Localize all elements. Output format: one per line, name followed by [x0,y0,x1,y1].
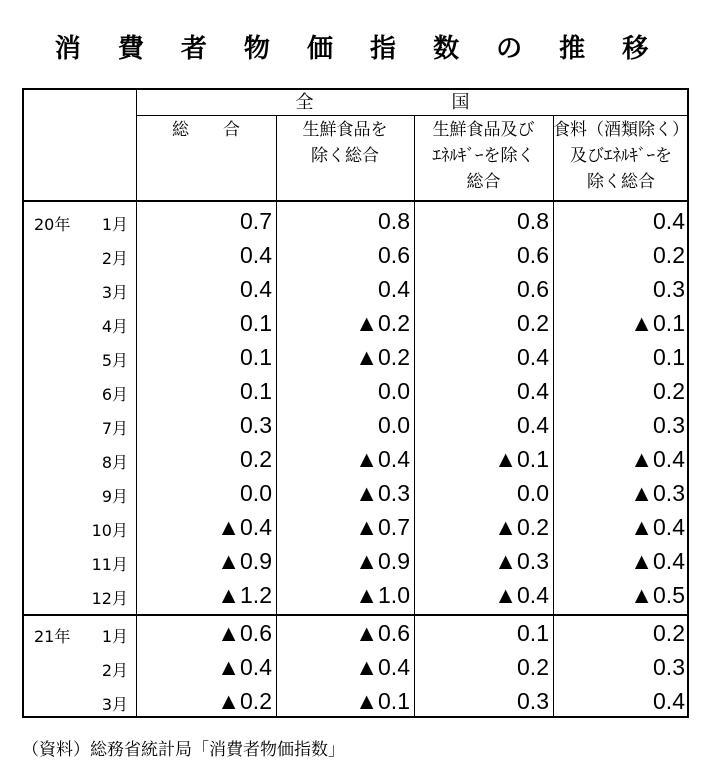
table-cell-value: ▲0.1 [494,446,549,472]
table-cell-value: 0.4 [517,378,549,404]
table-cell-value: ▲0.4 [355,654,410,680]
column-header-line: 総 合 [172,120,240,140]
table-cell-value: ▲0.4 [217,514,272,540]
table-cell-value: 0.0 [517,480,549,506]
table-cell-value: 0.2 [653,242,685,268]
table-cell-value: ▲0.2 [355,344,410,370]
column-header-line: ｴﾈﾙｷﾞｰを除く [432,146,535,166]
table-cell-value: 0.0 [240,480,272,506]
month-label: 1月 [101,215,128,234]
table-cell-value: ▲1.2 [217,582,272,608]
table-cell-value: 0.8 [517,208,549,234]
column-header [553,117,689,195]
table-cell-value: ▲0.3 [494,548,549,574]
table-cell-value: 0.4 [240,242,272,268]
table-cell-value: ▲1.0 [355,582,410,608]
table-cell-value: ▲0.4 [630,446,685,472]
column-header-line: 及びｴﾈﾙｷﾞｰを [570,146,672,166]
table-cell-value: 0.1 [517,620,549,646]
table-cell-value: 0.4 [240,276,272,302]
month-label: 7月 [101,419,128,438]
month-label: 5月 [101,351,128,370]
table-cell-value: ▲0.5 [630,582,685,608]
table-cell-value: ▲0.4 [355,446,410,472]
table-cell-value: 0.3 [653,412,685,438]
table-cell-value: ▲0.6 [355,620,410,646]
header-group-label: 全 国 [295,92,530,113]
column-header [414,117,553,195]
table-cell-value: 0.4 [653,208,685,234]
table-cell-value: 0.7 [240,208,272,234]
table-cell-value: 0.4 [517,412,549,438]
table-cell-value: 0.0 [378,412,410,438]
month-label: 2月 [101,661,128,680]
month-label: 6月 [101,385,128,404]
table-cell-value: 0.1 [240,344,272,370]
table-cell-value: 0.6 [378,242,410,268]
month-label: 3月 [101,283,128,302]
table-cell-value: ▲0.1 [630,310,685,336]
column-header-line: 生鮮食品を [302,120,388,140]
table-cell-value: 0.4 [517,344,549,370]
month-label: 11月 [91,555,128,574]
column-header [276,117,414,169]
year-divider-line [24,614,689,616]
month-label: 4月 [101,317,128,336]
column-header-line: 除く総合 [311,146,379,166]
table-cell-value: ▲0.4 [630,514,685,540]
month-label: 2月 [101,249,128,268]
table-cell-value: ▲0.4 [494,582,549,608]
table-cell-value: 0.8 [378,208,410,234]
table-cell-value: ▲0.2 [217,688,272,714]
table-cell-value: 0.3 [240,412,272,438]
table-cell-value: 0.1 [653,344,685,370]
column-header-line: 除く総合 [587,172,655,192]
table-cell-value: ▲0.2 [494,514,549,540]
table-cell-value: ▲0.9 [217,548,272,574]
column-header-line: 生鮮食品及び [432,120,535,140]
table-cell-value: 0.1 [240,310,272,336]
month-label: 10月 [91,521,128,540]
month-label: 8月 [101,453,128,472]
table-cell-value: 0.2 [653,620,685,646]
table-cell-value: ▲0.2 [355,310,410,336]
month-label: 3月 [101,695,128,714]
table-cell-value: ▲0.6 [217,620,272,646]
page-title: 消 費 者 物 価 指 数 の 推 移 [54,34,663,64]
table-cell-value: ▲0.1 [355,688,410,714]
table-cell-value: ▲0.4 [630,548,685,574]
header-bottom-line [24,200,689,202]
table-cell-value: 0.4 [653,688,685,714]
table-cell-value: ▲0.4 [217,654,272,680]
column-header [136,117,276,143]
table-cell-value: 0.2 [240,446,272,472]
month-label: 1月 [101,627,128,646]
year-label: 20年 [34,215,71,234]
source-note: （資料）総務省統計局「消費者物価指数」 [22,740,345,760]
table-cell-value: 0.3 [653,276,685,302]
table-cell-value: ▲0.3 [355,480,410,506]
table-cell-value: 0.2 [517,310,549,336]
column-header-line: 食料（酒類除く） [553,120,689,140]
year-label: 21年 [34,627,71,646]
table-cell-value: ▲0.9 [355,548,410,574]
table-cell-value: ▲0.3 [630,480,685,506]
table-cell-value: ▲0.7 [355,514,410,540]
table-cell-value: 0.2 [517,654,549,680]
table-cell-value: 0.6 [517,276,549,302]
month-label: 12月 [91,589,128,608]
table-cell-value: 0.3 [517,688,549,714]
table-cell-value: 0.2 [653,378,685,404]
table-cell-value: 0.1 [240,378,272,404]
month-label: 9月 [101,487,128,506]
cpi-table [22,88,689,718]
table-cell-value: 0.3 [653,654,685,680]
table-cell-value: 0.4 [378,276,410,302]
table-cell-value: 0.6 [517,242,549,268]
column-header-line: 総合 [466,172,501,192]
table-cell-value: 0.0 [378,378,410,404]
